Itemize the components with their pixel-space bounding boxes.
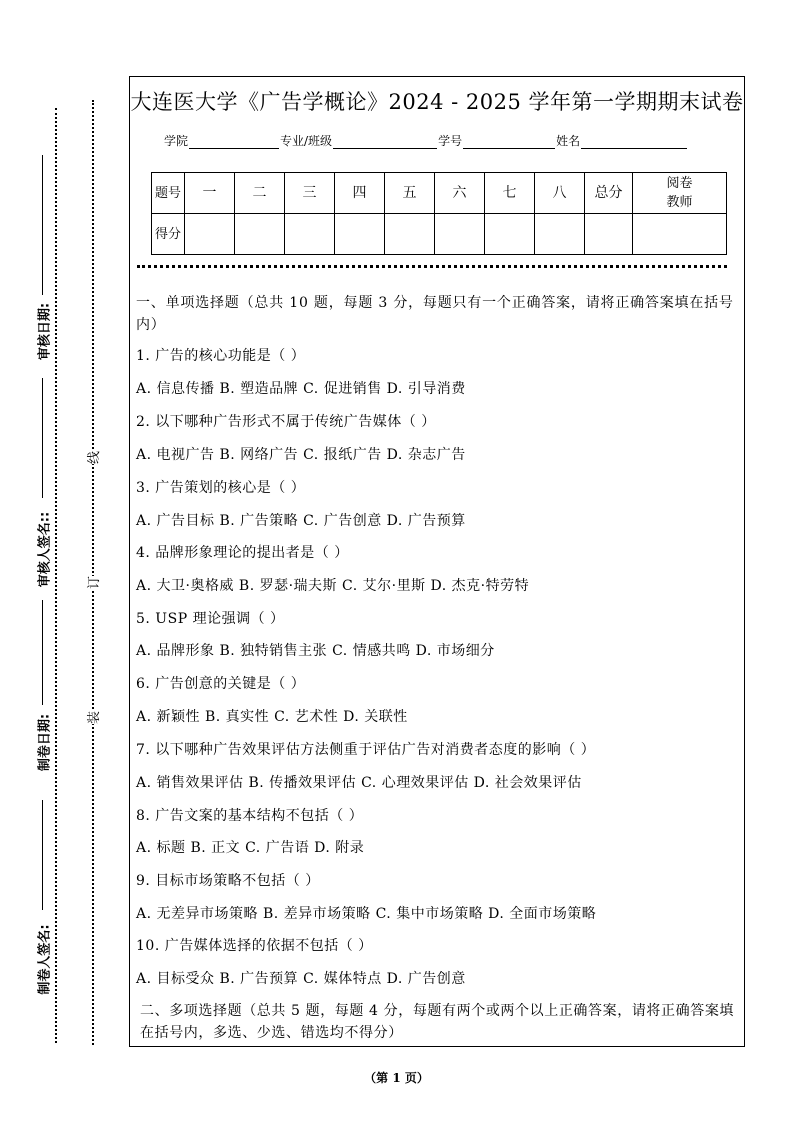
score-cell[interactable] xyxy=(235,214,285,255)
page-number: （第 1 页） xyxy=(364,1071,429,1085)
binding-char-zhuang: 装 xyxy=(83,711,102,724)
score-col-1: 一 xyxy=(185,173,235,214)
score-col-2: 二 xyxy=(235,173,285,214)
score-cell[interactable] xyxy=(285,214,335,255)
question-8-options: A. 标题 B. 正文 C. 广告语 D. 附录 xyxy=(136,840,365,856)
question-1-options: A. 信息传播 B. 塑造品牌 C. 促进销售 D. 引导消费 xyxy=(136,381,466,397)
score-col-4: 四 xyxy=(335,173,385,214)
question-5: 5. USP 理论强调（ ） xyxy=(136,611,285,627)
question-6-options: A. 新颖性 B. 真实性 C. 艺术性 D. 关联性 xyxy=(136,709,408,725)
student-info-row xyxy=(164,132,688,149)
score-col-5: 五 xyxy=(385,173,435,214)
question-9-options: A. 无差异市场策略 B. 差异市场策略 C. 集中市场策略 D. 全面市场策略 xyxy=(136,906,597,922)
name-field[interactable] xyxy=(581,136,687,149)
binding-dotted-line-inner xyxy=(92,100,94,1045)
score-cell[interactable] xyxy=(335,214,385,255)
question-3-options: A. 广告目标 B. 广告策略 C. 广告创意 D. 广告预算 xyxy=(136,513,466,529)
section1-heading: 一、单项选择题（总共 10 题，每题 3 分，每题只有一个正确答案，请将正确答案填在括号内） xyxy=(136,295,734,333)
question-1: 1. 广告的核心功能是（ ） xyxy=(136,348,306,364)
score-col-6: 六 xyxy=(435,173,485,214)
score-cell-grader[interactable] xyxy=(633,214,727,255)
question-8: 8. 广告文案的基本结构不包括（ ） xyxy=(136,808,364,824)
name-label: 姓名 xyxy=(556,134,581,148)
score-col-total: 总分 xyxy=(585,173,633,214)
college-label: 学院 xyxy=(164,134,189,148)
score-cell[interactable] xyxy=(485,214,535,255)
question-10-options: A. 目标受众 B. 广告预算 C. 媒体特点 D. 广告创意 xyxy=(136,971,466,987)
student-id-label: 学号 xyxy=(438,134,463,148)
question-2-options: A. 电视广告 B. 网络广告 C. 报纸广告 D. 杂志广告 xyxy=(136,447,466,463)
header-divider xyxy=(137,265,727,268)
maker-date-line xyxy=(42,600,43,705)
question-4: 4. 品牌形象理论的提出者是（ ） xyxy=(136,545,349,561)
score-row1-label: 题号 xyxy=(152,173,185,214)
question-6: 6. 广告创意的关键是（ ） xyxy=(136,676,306,692)
exam-title: 大连医大学《广告学概论》2024 - 2025 学年第一学期期末试卷 xyxy=(130,90,744,114)
score-col-7: 七 xyxy=(485,173,535,214)
maker-signature-line xyxy=(42,800,43,910)
review-date-label: 审核日期: xyxy=(37,302,53,361)
score-col-3: 三 xyxy=(285,173,335,214)
college-field[interactable] xyxy=(189,136,279,149)
question-2: 2. 以下哪种广告形式不属于传统广告媒体（ ） xyxy=(136,414,436,430)
reviewer-signature-line xyxy=(42,378,43,498)
score-table-score-row xyxy=(152,214,727,255)
question-4-options: A. 大卫·奥格威 B. 罗瑟·瑞夫斯 C. 艾尔·里斯 D. 杰克·特劳特 xyxy=(136,578,530,594)
question-10: 10. 广告媒体选择的依据不包括（ ） xyxy=(136,938,373,954)
question-3: 3. 广告策划的核心是（ ） xyxy=(136,480,306,496)
section2-heading: 二、多项选择题（总共 5 题，每题 4 分，每题有两个或两个以上正确答案，请将正确答案填在括号内，多选、少选、错选均不得分） xyxy=(140,1003,735,1041)
maker-date-label: 制卷日期: xyxy=(37,713,53,772)
student-id-field[interactable] xyxy=(463,136,555,149)
maker-signature-label: 制卷人签名: xyxy=(37,924,53,995)
score-table xyxy=(151,172,727,255)
reviewer-signature-label: 审核人签名:: xyxy=(37,511,53,588)
score-table-header-row xyxy=(152,173,727,214)
score-cell[interactable] xyxy=(535,214,585,255)
score-cell[interactable] xyxy=(435,214,485,255)
question-7-options: A. 销售效果评估 B. 传播效果评估 C. 心理效果评估 D. 社会效果评估 xyxy=(136,775,582,791)
score-cell[interactable] xyxy=(185,214,235,255)
major-label: 专业/班级 xyxy=(280,134,333,148)
question-9: 9. 目标市场策略不包括（ ） xyxy=(136,873,320,889)
score-col-grader: 阅卷教师 xyxy=(633,173,727,214)
question-5-options: A. 品牌形象 B. 独特销售主张 C. 情感共鸣 D. 市场细分 xyxy=(136,643,495,659)
score-cell-total[interactable] xyxy=(585,214,633,255)
binding-char-ding: 订 xyxy=(83,576,102,589)
score-cell[interactable] xyxy=(385,214,435,255)
binding-dotted-line-outer xyxy=(55,108,57,1043)
major-field[interactable] xyxy=(333,136,437,149)
question-7: 7. 以下哪种广告效果评估方法侧重于评估广告对消费者态度的影响（ ） xyxy=(136,742,596,758)
binding-char-xian: 线 xyxy=(83,451,102,464)
score-row2-label: 得分 xyxy=(152,214,185,255)
score-col-8: 八 xyxy=(535,173,585,214)
review-date-line xyxy=(42,155,43,295)
